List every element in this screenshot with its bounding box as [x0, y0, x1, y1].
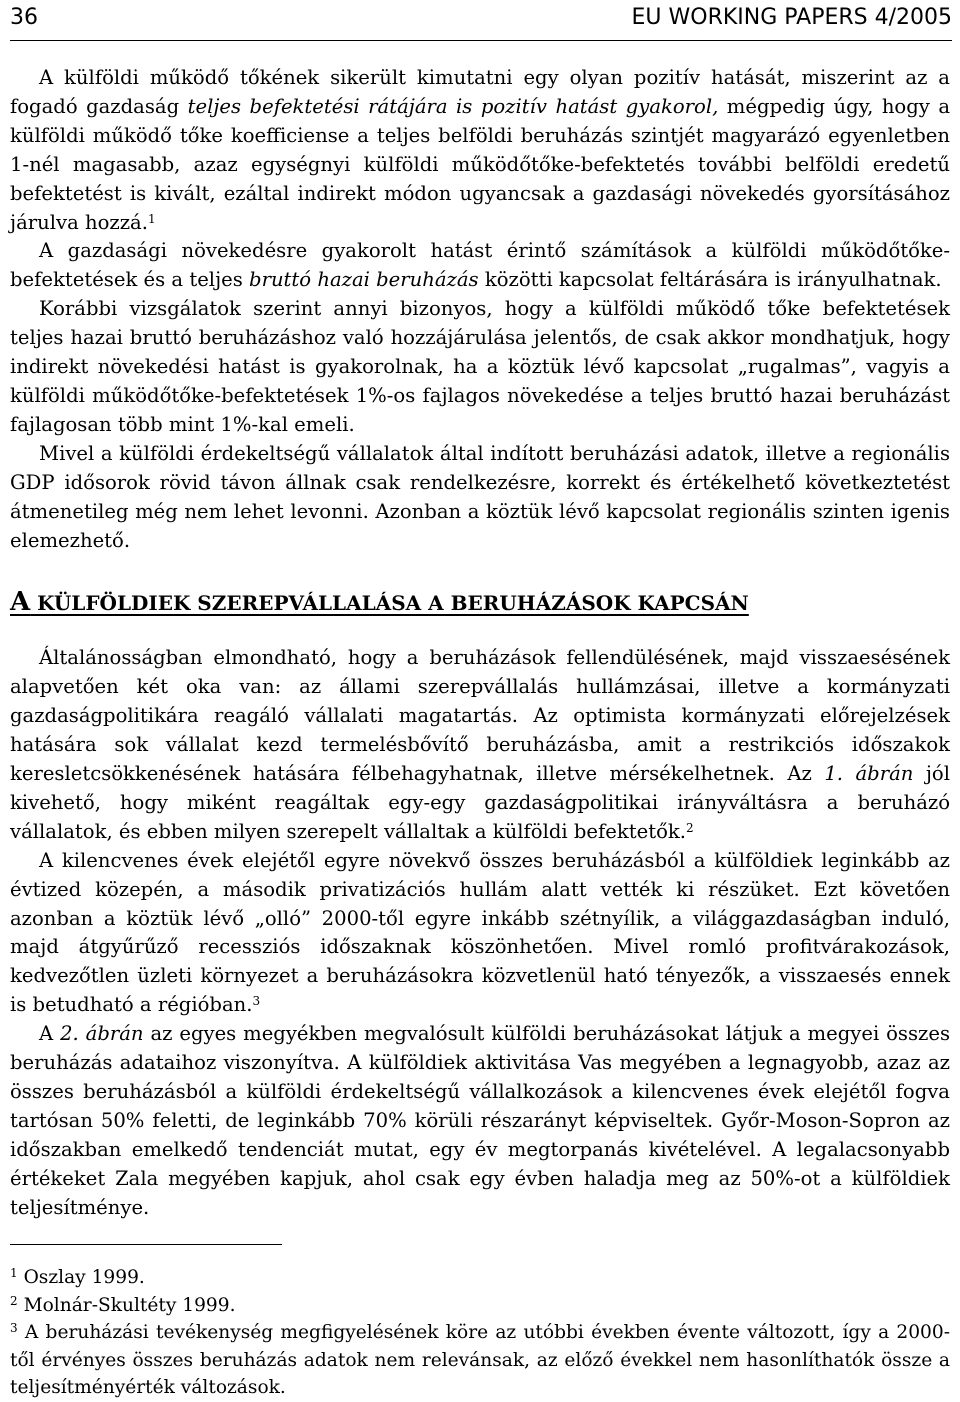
footnote: $^3$ A beruházási tevékenység megfigyelésének köre az utóbbi években évente változott, így a 2000-től érvényes összes beruházás adatok nem relevánsak, az előző évekkel nem hasonlíthatók össze a teljesítményérték változások.	[10, 1321, 950, 1399]
footnote-ref: 1	[147, 211, 156, 226]
footnote-ref: 2	[686, 820, 694, 835]
page-number: 36	[10, 5, 38, 30]
paragraph: A kilencvenes évek elejétől egyre növekvő összes beruházásból a külföldiek leginkább az évtized közepén, a második privatizációs hullám alatt vették ki részüket. Ezt követően azonban a köztük lévő „olló” 2000-től egyre inkább szétnyílik, a világgazdaságban induló, majd átgyűrűző recessziós időszaknak köszönhetően. Mivel romló profitvárakozások, kedvezőtlen üzleti környezet a beruházásokra közvetlenül ható tényezők, a visszaesés ennek is betudható a régióban.$^3$	[10, 848, 950, 1017]
figure-reference: 2. ábrán	[60, 1022, 144, 1046]
footnote-divider	[10, 1244, 282, 1245]
emphasis: teljes befektetési rátájára is pozitív hatást gyakorol,	[187, 94, 719, 118]
page-header	[10, 0, 952, 41]
footnote: $^2$ Molnár-Skultéty 1999.	[10, 1293, 236, 1316]
section-heading: A KÜLFÖLDIEK SZEREPVÁLLALÁSA A BERUHÁZÁSOK KAPCSÁN	[10, 587, 749, 618]
main-text	[10, 64, 950, 1223]
emphasis: bruttó hazai beruházás	[249, 268, 479, 292]
paragraph: Mivel a külföldi érdekeltségű vállalatok által indított beruházási adatok, illetve a regionális GDP idősorok rövid távon állnak csak rendelkezésre, korrekt és értékelhető következtetést átmenetileg még nem lehet levonni. Azonban a köztük lévő kapcsolat regionális szinten igenis elemezhető.	[10, 441, 950, 552]
paragraph: Korábbi vizsgálatok szerint annyi bizonyos, hogy a külföldi működő tőke befektetések teljes hazai bruttó beruházáshoz való hozzájárulása jelentős, de csak akkor mondhatjuk, hogy indirekt növekedési hatást is gyakorolnak, ha a köztük lévő kapcsolat „rugalmas”, vagyis a külföldi működőtőke-befektetések 1%-os fajlagos növekedése a teljes bruttó hazai beruházást fajlagosan több mint 1%-kal emeli.	[10, 297, 950, 436]
footnotes	[10, 1244, 950, 1402]
paragraph: A gazdasági növekedésre gyakorolt hatást érintő számítások a külföldi működőtőke-befektetések és a teljes bruttó hazai beruházás közötti kapcsolat feltárására is irányulhatnak.	[10, 239, 950, 292]
running-title: EU WORKING PAPERS 4/2005	[631, 5, 952, 30]
paragraph: A 2. ábrán az egyes megyékben megvalósult külföldi beruházásokat látjuk a megyei összes beruházás adataihoz viszonyítva. A külföldiek aktivitása Vas megyében a legnagyobb, azaz az összes beruházásból a külföldi érdekeltségű vállalkozások a kilencvenes évek elejétől fogva tartósan 50% feletti, de leginkább 70% körüli részarányt képviseltek. Győr-Moson-Sopron az időszakban emelkedő tendenciát mutat, egy év megtorpanás kivételével. A legalacsonyabb értékeket Zala megyében kapjuk, ahol csak egy évben haladja meg az 50%-ot a külföldiek teljesítménye.	[10, 1022, 950, 1219]
figure-reference: 1. ábrán	[824, 762, 914, 786]
paragraph: Általánosságban elmondható, hogy a beruházások fellendülésének, majd visszaesésének alapvetően két oka van: az állami szerepvállalás hullámzásai, illetve a kormányzati gazdaságpolitikára reagáló vállalati magatartás. Az optimista kormányzati előrejelzések hatására sok vállalat kezd termelésbővítő beruházásba, amit a restrikciós időszakok keresletcsökkenésének hatására félbehagyhatnak, illetve mérsékelhetnek. Az 1. ábrán jól kivehető, hogy miként reagáltak egy-egy gazdaságpolitikai irányváltásra a beruházó vállalatok, és ebben milyen szerepelt vállaltak a külföldi befektetők.$^2$	[10, 646, 950, 843]
footnote-ref: 3	[252, 994, 261, 1009]
paragraph: A külföldi működő tőkének sikerült kimutatni egy olyan pozitív hatását, miszerint az a fogadó gazdaság teljes befektetési rátájára is pozitív hatást gyakorol, mégpedig úgy, hogy a külföldi működő tőke koefficiense a teljes belföldi beruházás szintjét magyarázó egyenletben 1-nél magasabb, azaz egységnyi külföldi működőtőke-befektetés további belföldi eredetű befektetést is kivált, ezáltal indirekt módon ugyancsak a gazdasági növekedés gyorsításához járulva hozzá.$^1$	[10, 66, 950, 234]
footnote: $^1$ Oszlay 1999.	[10, 1266, 145, 1288]
